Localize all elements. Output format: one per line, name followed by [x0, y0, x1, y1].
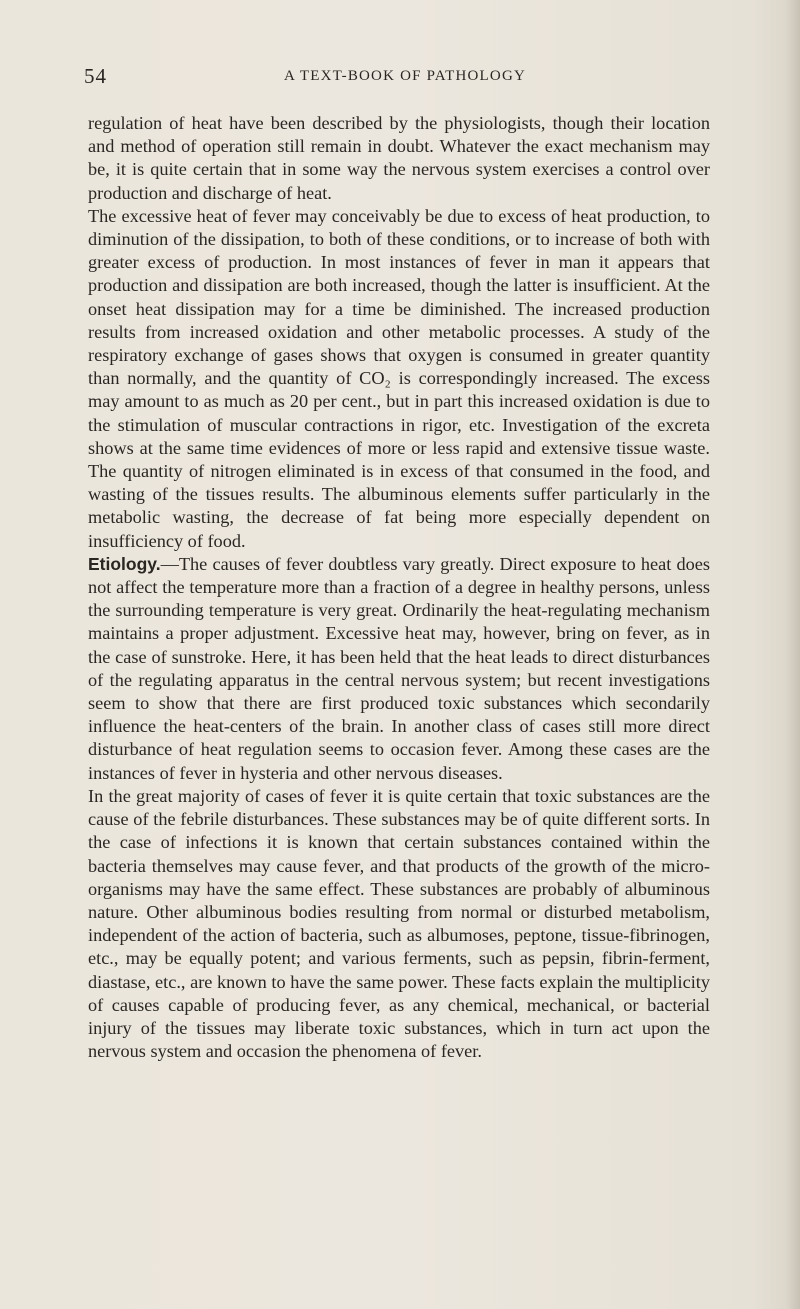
paragraph-4: In the great majority of cases of fever it is quite certain that toxic substances are the cause of the febrile disturbances. These substances may be of quite different sorts. In the case of infections it is known that certain substances contained within the bacteria themselves may cause fever, and that products of the growth of the micro-organisms may have the same effect. These substances are probably of albuminous nature. Other albuminous bodies resulting from normal or disturbed metabolism, independent of the action of bacteria, such as albumoses, peptone, tissue-fibrinogen, etc., may be equally potent; and various ferments, such as pepsin, fibrin-ferment, diastase, etc., are known to have the same power. These facts explain the multiplicity of causes capable of producing fever, as any chemical, mechanical, or bacterial injury of the tissues may liberate toxic substances, which in turn act upon the nervous system and occasion the phenomena of fever. — [88, 785, 710, 1062]
page-header — [84, 64, 700, 94]
page-edge-shadow — [786, 0, 800, 1309]
paragraph-3-text: —The causes of fever doubtless vary greatly. Direct exposure to heat does not affect the temperature more than a fraction of a degree in healthy persons, unless the surrounding temperature is very great. Ordinarily the heat-regulating mechanism maintains a proper adjustment. Excessive heat may, however, bring on fever, as in the case of sunstroke. Here, it has been held that the heat leads to direct disturbances of the regulating apparatus in the central nervous system; but recent investigations seem to show that there are first produced toxic substances which secondarily influence the heat-centers of the brain. In another class of cases still more direct disturbance of heat regulation seems to occasion fever. Among these cases are the instances of fever in hysteria and other nervous diseases. — [88, 553, 710, 783]
section-heading-etiology: Etiology. — [88, 553, 161, 574]
paragraph-2: The excessive heat of fever may conceivably be due to excess of heat production, to diminution of the dissipation, to both of these conditions, or to increase of both with greater excess of production. In most instances of fever in man it appears that production and dissipation are both increased, though the latter is insufficient. At the onset heat dissipation may for a time be diminished. The increased production results from increased oxidation and other metabolic processes. A study of the respiratory exchange of gases shows that oxygen is consumed in greater quantity than normally, and the quantity of CO₂ is correspondingly increased. The excess may amount to as much as 20 per cent., but in part this increased oxidation is due to the stimulation of muscular contractions in rigor, etc. Investigation of the excreta shows at the same time evidences of more or less rapid and extensive tissue waste. The quantity of nitrogen eliminated is in excess of that consumed in the food, and wasting of the tissues results. The albuminous elements suffer particularly in the metabolic wasting, the decrease of fat being more especially dependent on insufficiency of food. — [88, 205, 710, 551]
paragraph-1: regulation of heat have been described by the physiologists, though their location and method of operation still remain in doubt. Whatever the exact mechanism may be, it is quite certain that in some way the nervous system exercises a control over production and discharge of heat. — [88, 113, 710, 203]
body-text — [88, 112, 710, 1063]
page-number: 54 — [84, 64, 107, 88]
running-head: A TEXT-BOOK OF PATHOLOGY — [284, 68, 527, 84]
paragraph-3 — [88, 553, 710, 785]
